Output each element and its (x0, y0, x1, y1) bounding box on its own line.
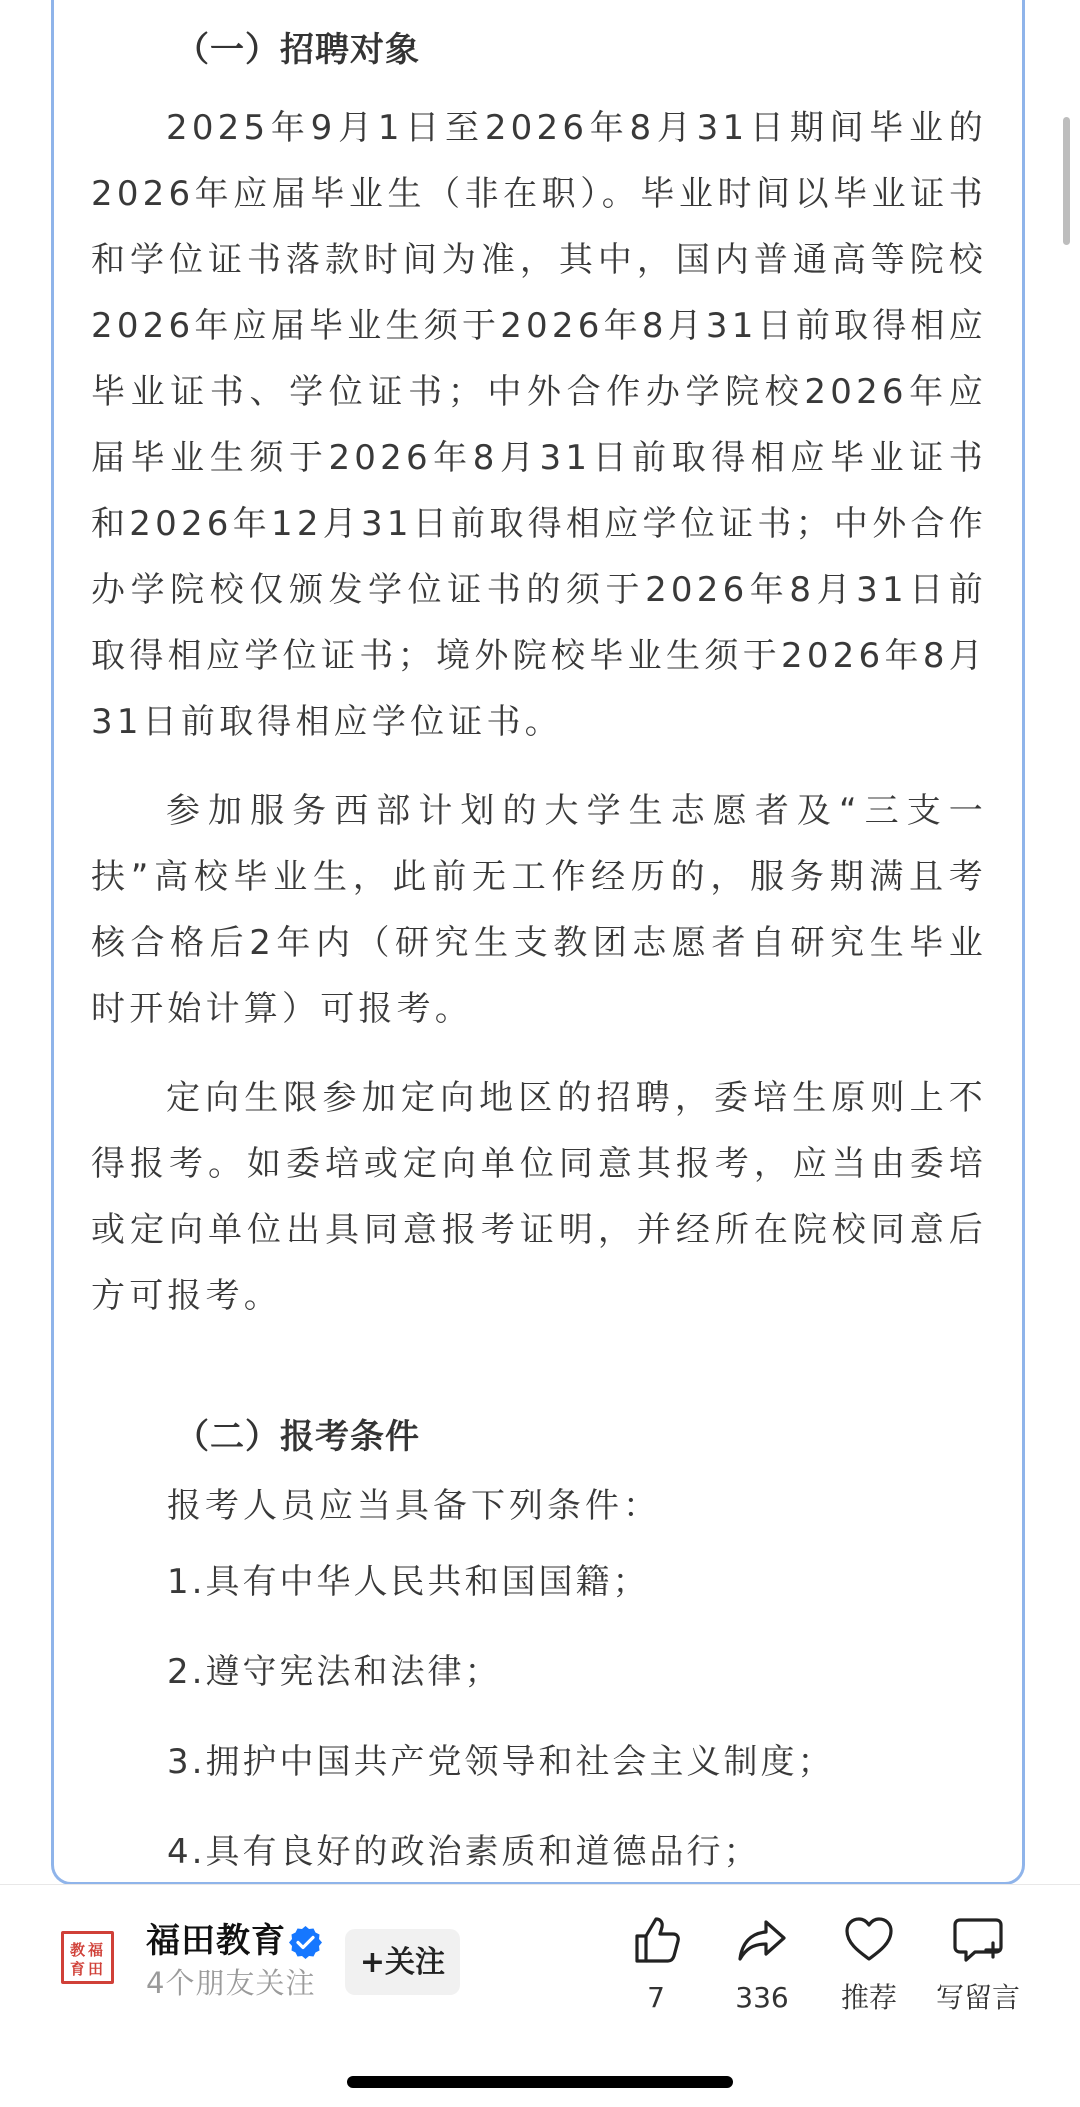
svg-text:教: 教 (70, 1941, 86, 1959)
condition-item: 3.拥护中国共产党领导和社会主义制度； (167, 1742, 835, 1782)
recruitment-target-heading: （一）招聘对象 (175, 30, 420, 70)
author-name[interactable]: 福田教育 (146, 1921, 286, 1961)
heart-icon (842, 1913, 896, 1967)
directed-student-restriction-paragraph: 定向生限参加定向地区的招聘，委培生原则上不得报考。如委培或定向单位同意其报考，应当由委培或定向单位出具同意报考证明，并经所在院校同意后方可报考。 (91, 1078, 987, 1316)
svg-text:田: 田 (88, 1960, 104, 1977)
svg-text:福: 福 (88, 1941, 104, 1959)
article-content (91, 18, 987, 1885)
share-button[interactable] (707, 1913, 817, 2023)
condition-item: 1.具有中华人民共和国国籍； (167, 1562, 650, 1602)
home-indicator[interactable] (347, 2076, 733, 2088)
svg-text:育: 育 (70, 1960, 86, 1977)
friends-following-count: 4个朋友关注 (146, 1966, 316, 2000)
article-action-bar (0, 1885, 1080, 2107)
graduate-eligibility-paragraph: 2025年9月1日至2026年8月31日期间毕业的2026年应届毕业生（非在职）。毕业时间以毕业证书和学位证书落款时间为准，其中，国内普通高等院校2026年应届毕业生须于2026年8月31日前取得相应毕业证书、学位证书；中外合作办学院校2026年应届毕业生须于2026年8月31日前取得相应毕业证书和2026年12月31日前取得相应学位证书；中外合作办学院校仅颁发学位证书的须于2026年8月31日前取得相应学位证书；境外院校毕业生须于2026年8月31日前取得相应学位证书。 (91, 108, 987, 742)
futian-education-logo (68, 1938, 107, 1977)
thumbs-up-icon (629, 1913, 683, 1967)
share-arrow-icon (735, 1913, 789, 1967)
like-count: 7 (647, 1981, 665, 2014)
author-avatar[interactable] (61, 1931, 114, 1984)
recommend-button[interactable] (814, 1913, 924, 2023)
application-conditions-intro: 报考人员应当具备下列条件： (167, 1486, 661, 1526)
condition-item: 2.遵守宪法和法律； (167, 1652, 502, 1692)
condition-item: 4.具有良好的政治素质和道德品行； (167, 1832, 761, 1872)
volunteer-eligibility-paragraph: 参加服务西部计划的大学生志愿者及“三支一扶”高校毕业生，此前无工作经历的，服务期满且考核合格后2年内（研究生支教团志愿者自研究生毕业时开始计算）可报考。 (91, 791, 987, 1029)
write-comment-button[interactable] (923, 1913, 1033, 2023)
recommend-label: 推荐 (840, 1981, 897, 2014)
share-count: 336 (735, 1981, 789, 2014)
write-comment-label: 写留言 (935, 1981, 1020, 2014)
like-button[interactable] (601, 1913, 711, 2023)
follow-button[interactable]: +关注 (345, 1929, 460, 1995)
verified-badge-icon (289, 1926, 322, 1959)
comment-plus-icon (951, 1913, 1005, 1967)
application-conditions-heading: （二）报考条件 (175, 1417, 420, 1457)
vertical-scrollbar-thumb[interactable] (1063, 117, 1070, 245)
